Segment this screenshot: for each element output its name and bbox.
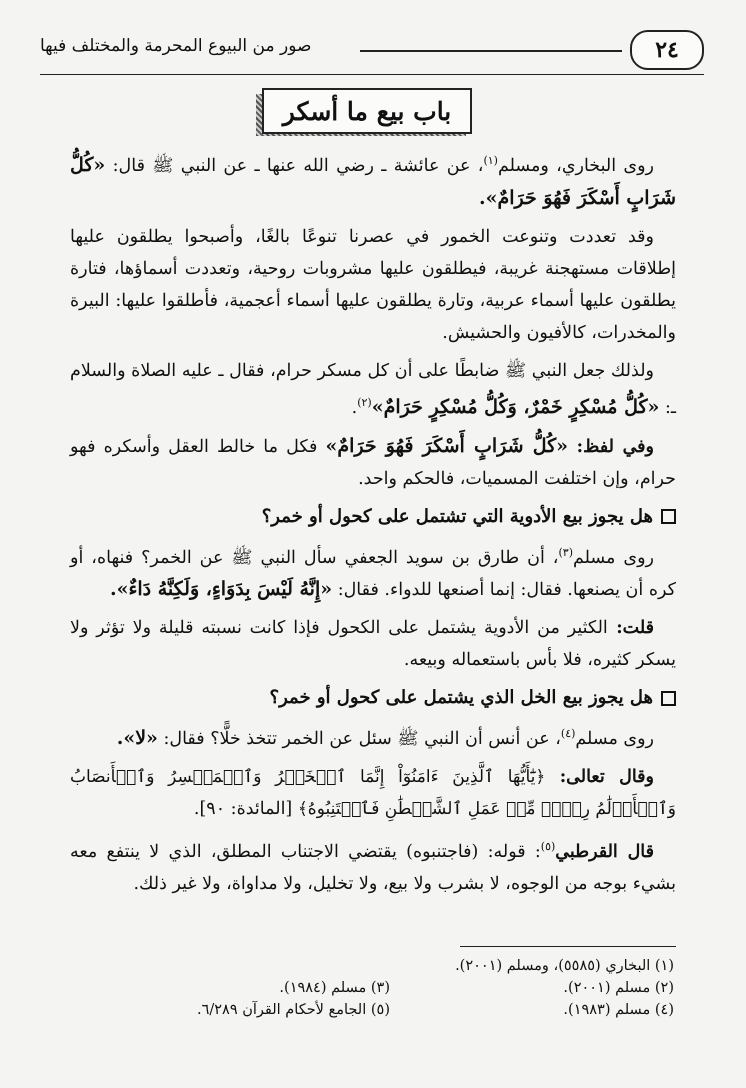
footnotes xyxy=(110,955,674,1021)
qurtubi-label: قال القرطبي xyxy=(555,842,654,863)
paragraph-3-text: ولذلك جعل النبي ﷺ ضابطًا على أن كل مسكر حرام، فقال ـ عليه الصلاة والسلام ـ: xyxy=(70,360,676,418)
hadith-2: «كُلُّ مُسْكِرٍ خَمْرٌ، وَكُلُّ مُسْكِرٍ حَرَامٌ» xyxy=(371,395,660,418)
verse-label: وقال تعالى: xyxy=(545,767,654,788)
qurtubi-text: : قوله: (فاجتنبوه) يقتضي الاجتناب المطلق، الذي لا ينتفع معه بشيء بوجه من الوجوه، لا بشرب ولا بيع، ولا تخليل، ولا مداواة، ولا غير ذلك. xyxy=(70,842,676,895)
question-1-heading xyxy=(70,501,676,533)
footnote-ref-3: (٣) xyxy=(558,545,573,559)
footnote-3: (٣) مسلم (١٩٨٤). xyxy=(279,980,390,996)
footnote-ref-2: (٢) xyxy=(357,395,372,409)
question-2-title: هل يجوز بيع الخل الذي يشتمل على كحول أو خمر؟ xyxy=(269,687,653,709)
footnote-2: (٢) مسلم (٢٠٠١). xyxy=(563,980,674,996)
footnote-5: (٥) الجامع لأحكام القرآن ٦/٢٨٩. xyxy=(196,1002,390,1018)
paragraph-4-text: فكل ما خالط العقل وأسكره فهو حرام، وإن اختلفت المسميات، فالحكم واحد. xyxy=(70,436,676,489)
chapter-title: باب بيع ما أسكر xyxy=(262,88,472,134)
question-1-paragraph xyxy=(70,537,676,607)
qurtubi-paragraph xyxy=(70,831,676,900)
question-2-heading xyxy=(70,682,676,714)
question-1-title: هل يجوز بيع الأدوية التي تشتمل على كحول أو خمر؟ xyxy=(261,505,653,527)
footnote-row-3 xyxy=(110,999,674,1021)
page-body xyxy=(70,145,676,906)
question-2-text-a: روى مسلم xyxy=(575,729,654,750)
footnote-4: (٤) مسلم (١٩٨٣). xyxy=(563,1002,674,1018)
page-number: ٢٤ xyxy=(630,30,704,70)
footnote-ref-5: (٥) xyxy=(540,840,556,854)
footnote-ref-1: (١) xyxy=(483,154,498,167)
paragraph-3-end: . xyxy=(351,397,358,418)
paragraph-3 xyxy=(70,355,676,424)
hadith-1: «كُلُّ شَرَابٍ أَسْكَرَ فَهُوَ حَرَامٌ». xyxy=(70,153,676,209)
question-1-text-b: ، أن طارق بن سويد الجعفي سأل النبي ﷺ عن الخمر؟ فنهاه، أو كره أن يصنعها. فقال: إنما أصنعها للدواء. فقال: xyxy=(70,547,676,601)
hadith-5: «لا». xyxy=(116,727,158,750)
header-rule xyxy=(360,50,622,52)
footnote-ref-4: (٤) xyxy=(560,727,576,741)
paragraph-4 xyxy=(70,430,676,495)
hadith-3: «كُلُّ شَرَابٍ أَسْكَرَ فَهُوَ حَرَامٌ» xyxy=(325,434,569,457)
footnote-1: (١) البخاري (٥٥٨٥)، ومسلم (٢٠٠١). xyxy=(455,958,674,974)
checkbox-square-icon xyxy=(661,691,676,706)
checkbox-square-icon xyxy=(661,509,676,524)
paragraph-1 xyxy=(70,145,676,215)
verse-paragraph xyxy=(70,761,676,825)
footnote-row-2 xyxy=(110,977,674,999)
verse-reference: [المائدة: ٩٠]. xyxy=(193,799,298,820)
qult-text: الكثير من الأدوية يشتمل على الكحول فإذا كانت نسبته قليلة ولا تؤثر ولا يسكر كثيره، فلا بأس باستعماله وبيعه. xyxy=(70,618,676,671)
header-underline xyxy=(40,74,704,75)
footnote-row-1 xyxy=(110,955,674,977)
question-1-text-a: روى مسلم xyxy=(572,547,654,568)
paragraph-2: وقد تعددت وتنوعت الخمور في عصرنا تنوعًا بالغًا، وأصبحوا يطلقون عليها إطلاقات مستهجنة غريبة، فيطلقون عليها مشروبات روحية، وتعددت أسماؤها، فتارة يطلقون عليها أسماء عربية، وتارة يطلقون عليها أسماء أعجمية، فأطلقوا عليها: البيرة والمخدرات، كالأفيون والحشيش. xyxy=(70,226,676,343)
paragraph-1-text-a: روى البخاري، ومسلم xyxy=(497,155,654,176)
footnote-rule xyxy=(460,946,676,947)
paragraph-1-text-b: ، عن عائشة ـ رضي الله عنها ـ عن النبي ﷺ قال: xyxy=(105,155,484,176)
qult-paragraph xyxy=(70,612,676,676)
page-header xyxy=(40,30,704,74)
hadith-4: «إِنَّهُ لَيْسَ بِدَوَاءٍ، وَلَكِنَّهُ دَاءٌ». xyxy=(109,578,333,601)
running-title: صور من البيوع المحرمة والمختلف فيها xyxy=(40,36,312,56)
question-2-paragraph xyxy=(70,718,676,755)
question-2-text-b: ، عن أنس أن النبي ﷺ سئل عن الخمر تتخذ خلًّا؟ فقال: xyxy=(157,729,561,750)
paragraph-4-label: وفي لفظ: xyxy=(568,436,654,457)
quran-verse: ﴿يَٰٓأَيُّهَا ٱلَّذِينَ ءَامَنُوٓاْ إِنَّمَا ٱلۡخَمۡرُ وَٱلۡمَيۡسِرُ وَٱلۡأَنصَابُ وَٱلۡأَزۡلَٰمُ رِجۡسٞ مِّنۡ عَمَلِ ٱلشَّيۡطَٰنِ فَٱجۡتَنِبُوهُ﴾ xyxy=(70,767,676,820)
qult-label: قلت: xyxy=(607,618,654,639)
